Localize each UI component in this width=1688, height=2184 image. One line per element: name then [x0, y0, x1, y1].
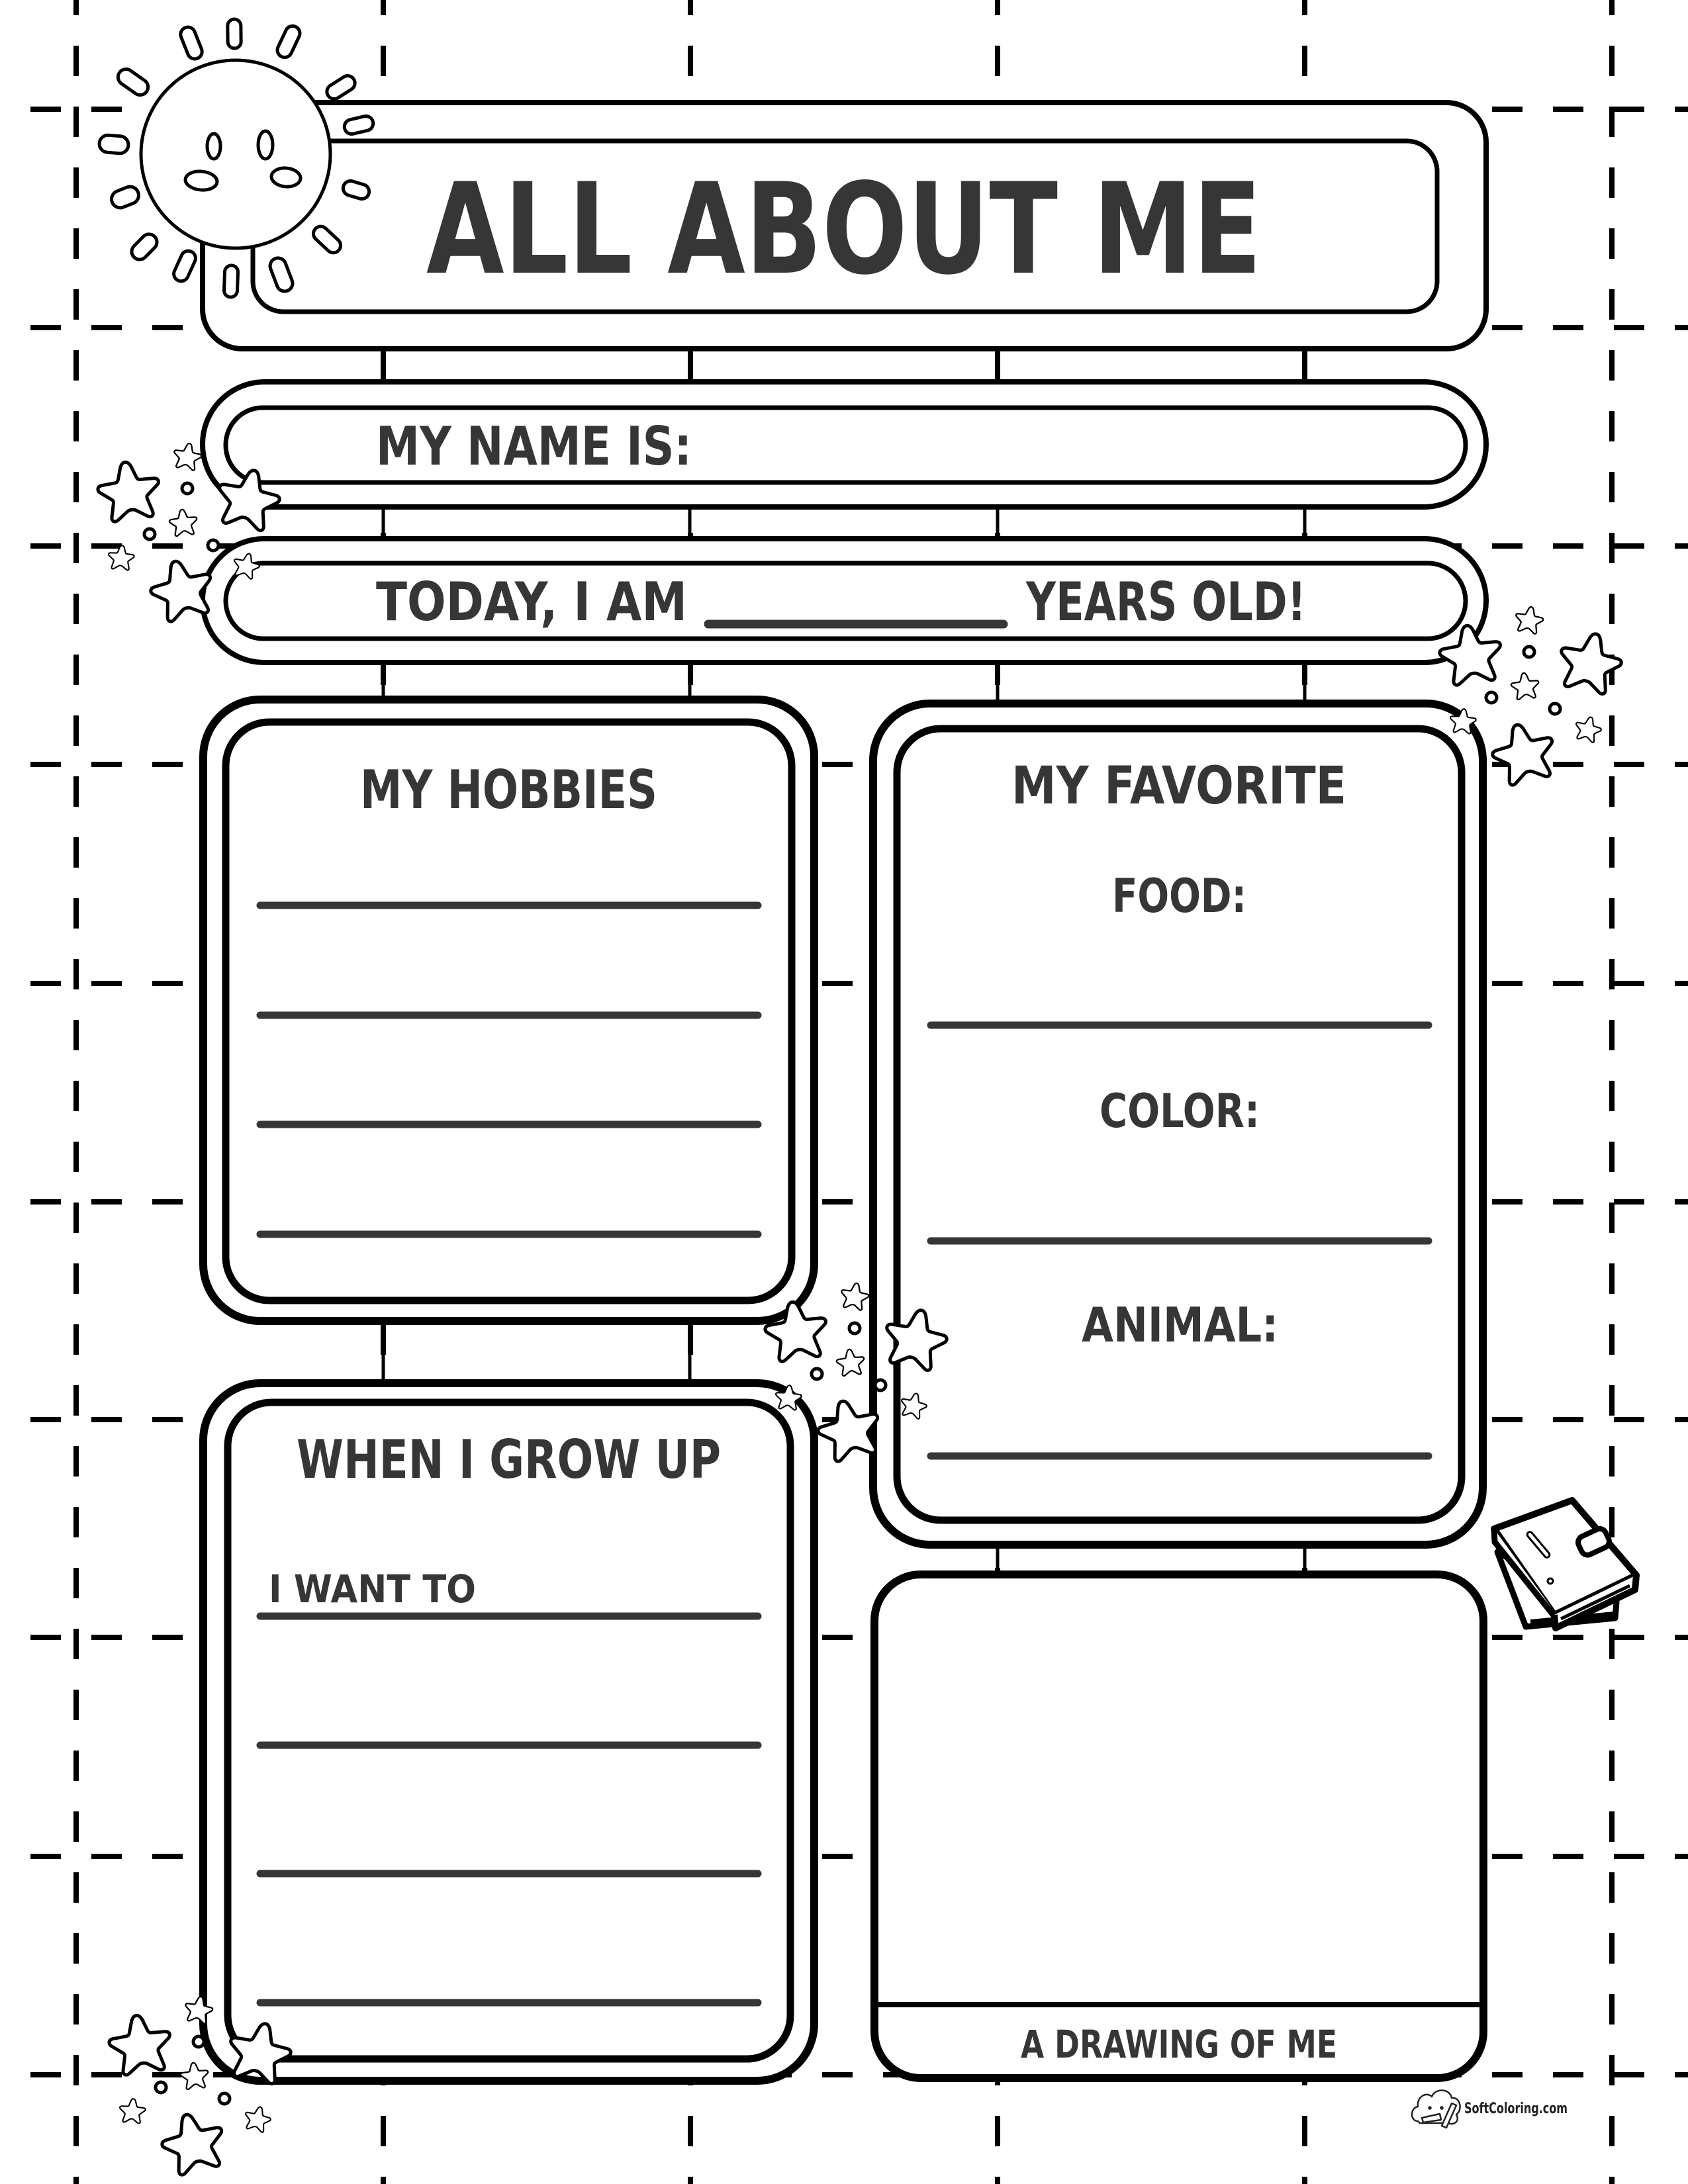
- sun-eye-left: [207, 134, 220, 159]
- age-row[interactable]: [203, 539, 1486, 662]
- drawing-caption: A DRAWING OF ME: [1021, 2022, 1337, 2067]
- watermark-text[interactable]: SoftColoring.com: [1464, 2101, 1568, 2117]
- drawing-panel[interactable]: [874, 1574, 1483, 2078]
- hobbies-heading: MY HOBBIES: [360, 759, 657, 821]
- favorite-food-label: FOOD:: [1112, 869, 1246, 923]
- watermark[interactable]: [1412, 2090, 1568, 2128]
- name-label: MY NAME IS:: [376, 416, 692, 477]
- hobbies-panel: [203, 700, 814, 1321]
- favorites-panel: [873, 704, 1483, 1545]
- grow-up-prompt: I WANT TO: [269, 1567, 476, 1612]
- age-label-end: YEARS OLD!: [1025, 571, 1306, 633]
- favorite-animal-label: ANIMAL:: [1082, 1297, 1278, 1353]
- name-row[interactable]: [203, 382, 1486, 507]
- title-banner: [203, 103, 1486, 349]
- books-icon: [1494, 1500, 1636, 1628]
- sun-eye-right: [258, 131, 273, 159]
- favorite-color-label: COLOR:: [1100, 1084, 1260, 1138]
- sun-cheek-right: [271, 167, 301, 188]
- page-title: ALL ABOUT ME: [426, 156, 1262, 302]
- grow-up-heading: WHEN I GROW UP: [297, 1429, 721, 1490]
- cloud-pencil-logo-icon: [1412, 2090, 1460, 2128]
- age-label-start: TODAY, I AM: [376, 571, 687, 633]
- sun-cheek-left: [185, 170, 218, 191]
- favorites-heading: MY FAVORITE: [1011, 756, 1346, 816]
- grow-up-panel: [203, 1383, 814, 2081]
